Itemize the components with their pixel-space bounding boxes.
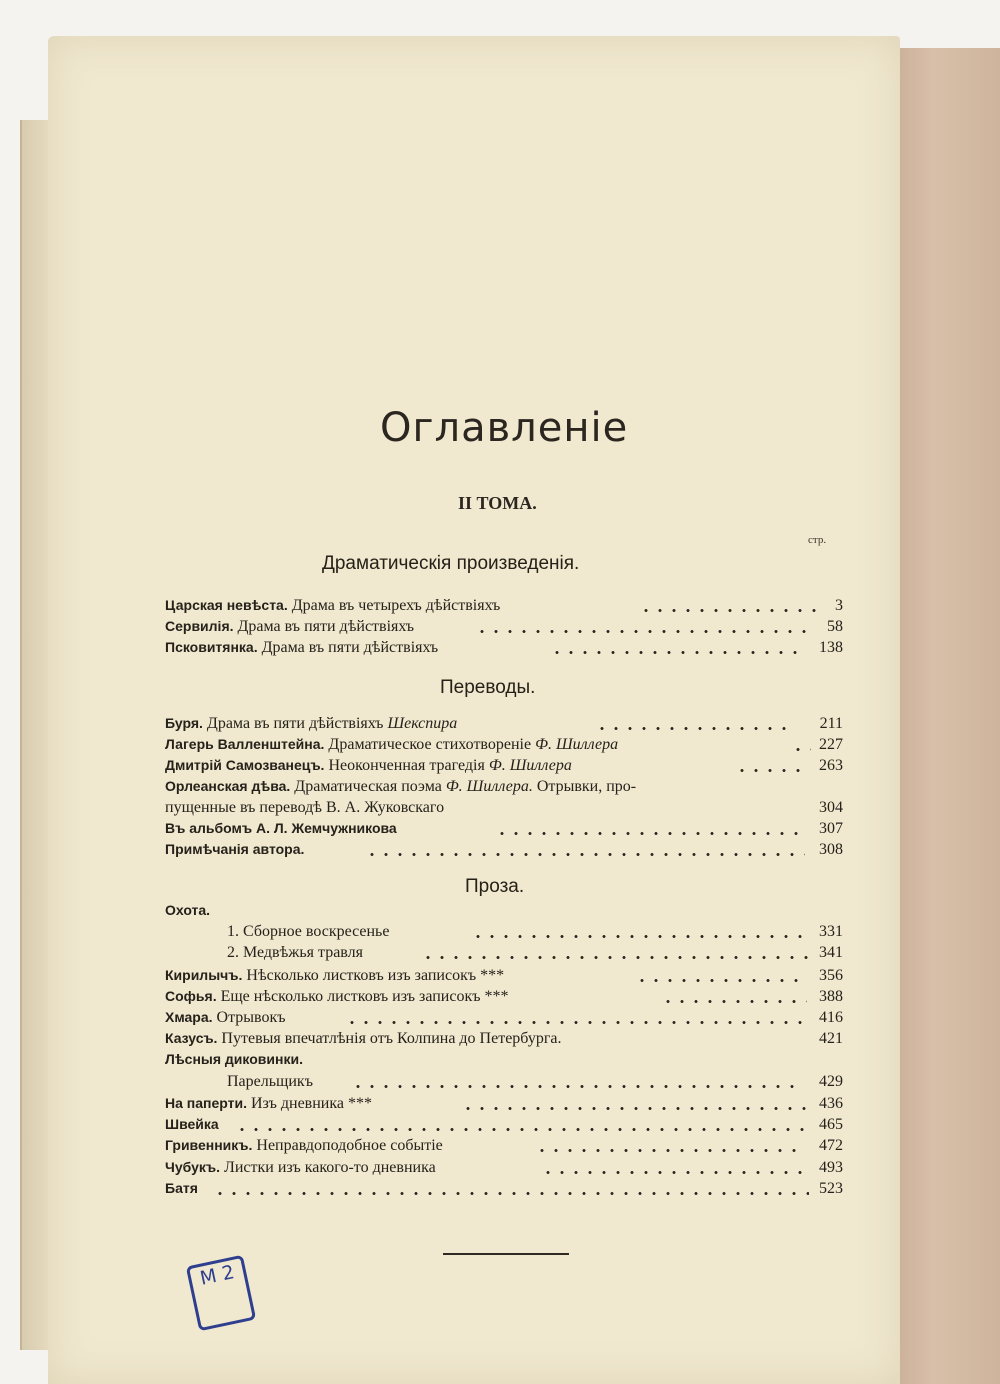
toc-entry	[165, 755, 843, 776]
toc-subentry	[165, 1071, 843, 1092]
entry-description: Драма въ пяти дѣйствіяхъ	[261, 639, 439, 656]
entry-title: Царская невѣста.	[165, 597, 288, 613]
entry-title: Охота.	[165, 902, 211, 918]
dot-leader	[345, 1007, 805, 1028]
entry-description: Драма въ пяти дѣйствіяхъ	[237, 618, 415, 635]
entry-page-number: 331	[819, 923, 843, 940]
entry-title: Швейка	[165, 1116, 219, 1132]
dot-leader	[639, 595, 819, 616]
entry-page-number: 493	[819, 1159, 843, 1176]
entry-description: Еще нѣсколько листковъ изъ записокъ ***	[220, 988, 509, 1005]
entry-page-number: 436	[819, 1095, 843, 1112]
entry-title: Лагерь Валленштейна.	[165, 736, 325, 752]
library-stamp: М 2	[186, 1255, 256, 1332]
toc-entry	[165, 1007, 843, 1028]
entry-page-number: 465	[819, 1116, 843, 1133]
entry-page-number: 211	[819, 715, 843, 732]
entry-title: Псковитянка.	[165, 639, 258, 655]
entry-title: Чубукъ.	[165, 1159, 220, 1175]
toc-entry	[165, 595, 843, 616]
toc-entry	[165, 839, 843, 860]
section-heading-prose: Проза.	[465, 876, 525, 897]
entry-title: Хмара.	[165, 1009, 213, 1025]
toc-entry	[165, 713, 843, 734]
toc-entry	[165, 734, 843, 755]
toc-entry	[165, 1178, 843, 1199]
toc-entry	[165, 1157, 843, 1178]
dot-leader	[791, 734, 811, 755]
toc-entry	[165, 1049, 843, 1070]
entry-page-number: 472	[819, 1137, 843, 1154]
toc-subentry	[165, 942, 843, 963]
toc-entry	[165, 900, 843, 921]
toc-subentry	[165, 921, 843, 942]
entry-title: Гривенникъ.	[165, 1137, 253, 1153]
dot-leader	[541, 1157, 805, 1178]
entry-description: Драма въ пяти дѣйствіяхъ	[206, 715, 384, 732]
toc-entry	[165, 1114, 843, 1135]
page-title: Оглавленіе	[380, 405, 629, 451]
dot-leader	[475, 616, 815, 637]
entry-page-number: 58	[827, 618, 843, 635]
toc-entry-continuation	[165, 797, 843, 818]
toc-entry	[165, 1093, 843, 1114]
entry-page-number: 304	[819, 799, 843, 816]
dot-leader	[461, 1093, 807, 1114]
toc-entry	[165, 776, 843, 797]
dot-leader	[351, 1071, 801, 1092]
section-heading-translations: Переводы.	[440, 677, 536, 698]
entry-title: Орлеанская дѣва.	[165, 778, 291, 794]
entry-page-number: 523	[819, 1180, 843, 1197]
entry-description: Неоконченная трагедія	[328, 757, 485, 774]
dot-leader	[535, 1135, 805, 1156]
back-cover	[888, 48, 1000, 1384]
entry-description-continued: Отрывки, про-	[536, 778, 637, 795]
entry-description: Путевыя впечатлѣнія отъ Колпина до Петербурга.	[221, 1030, 562, 1047]
entry-title: На паперти.	[165, 1095, 247, 1111]
toc-entry	[165, 965, 843, 986]
entry-description: Неправдоподобное событіе	[256, 1137, 443, 1154]
entry-author: Ф. Шиллера.	[445, 778, 533, 795]
entry-page-number: 227	[819, 736, 843, 753]
entry-title: Сервилія.	[165, 618, 234, 634]
dot-leader	[550, 637, 800, 658]
dot-leader	[661, 986, 807, 1007]
entry-title: Казусъ.	[165, 1030, 218, 1046]
entry-page-number: 138	[819, 639, 843, 656]
toc-entry	[165, 986, 843, 1007]
toc-entry	[165, 616, 843, 637]
volume-subtitle: II ТОМА.	[458, 493, 537, 513]
entry-second-line: пущенные въ переводѣ В. А. Жуковскаго	[165, 799, 445, 816]
toc-entry	[165, 1028, 843, 1049]
entry-author: Ф. Шиллера	[535, 736, 619, 753]
entry-title: Батя	[165, 1180, 198, 1196]
dot-leader	[421, 942, 811, 963]
entry-page-number: 356	[819, 967, 843, 984]
entry-description: Драматическая поэма	[294, 778, 442, 795]
entry-description: Нѣсколько листковъ изъ записокъ ***	[246, 967, 505, 984]
subentry-title: 1. Сборное воскресенье	[227, 923, 390, 940]
entry-page-number: 421	[819, 1030, 843, 1047]
entry-author: Шекспира	[387, 715, 458, 732]
dot-leader	[213, 1178, 809, 1199]
dot-leader	[595, 713, 795, 734]
closing-rule	[443, 1253, 569, 1255]
entry-page-number: 429	[819, 1073, 843, 1090]
entry-description: Отрывокъ	[216, 1009, 286, 1026]
dot-leader	[235, 1114, 805, 1135]
dot-leader	[735, 755, 805, 776]
entry-description: Листки изъ какого-то дневника	[223, 1159, 436, 1176]
page-column-label: стр.	[808, 534, 827, 546]
entry-page-number: 3	[835, 597, 843, 614]
entry-page-number: 308	[819, 841, 843, 858]
entry-title: Лѣсныя диковинки.	[165, 1051, 303, 1067]
entry-page-number: 263	[819, 757, 843, 774]
entry-page-number: 341	[819, 944, 843, 961]
entry-title: Буря.	[165, 715, 203, 731]
toc-entry	[165, 637, 843, 658]
dot-leader	[495, 818, 805, 839]
toc-entry	[165, 1135, 843, 1156]
entry-description: Драма въ четырехъ дѣйствіяхъ	[291, 597, 501, 614]
entry-title: Въ альбомъ А. Л. Жемчужникова	[165, 820, 397, 836]
dot-leader	[471, 921, 811, 942]
entry-author: Ф. Шиллера	[488, 757, 572, 774]
entry-title: Дмитрій Самозванецъ.	[165, 757, 325, 773]
subentry-title: 2. Медвѣжья травля	[227, 944, 363, 961]
entry-description: Изъ дневника ***	[251, 1095, 372, 1112]
entry-description: Драматическое стихотвореніе	[328, 736, 532, 753]
entry-page-number: 416	[819, 1009, 843, 1026]
entry-title: Кирилычъ.	[165, 967, 243, 983]
subentry-title: Парельщикъ	[227, 1073, 313, 1090]
toc-entry	[165, 818, 843, 839]
entry-page-number: 388	[819, 988, 843, 1005]
dot-leader	[635, 965, 805, 986]
entry-title: Примѣчанія автора.	[165, 841, 305, 857]
dot-leader	[365, 839, 805, 860]
entry-page-number: 307	[819, 820, 843, 837]
section-heading-dramatic: Драматическія произведенія.	[322, 553, 580, 574]
entry-title: Софья.	[165, 988, 217, 1004]
